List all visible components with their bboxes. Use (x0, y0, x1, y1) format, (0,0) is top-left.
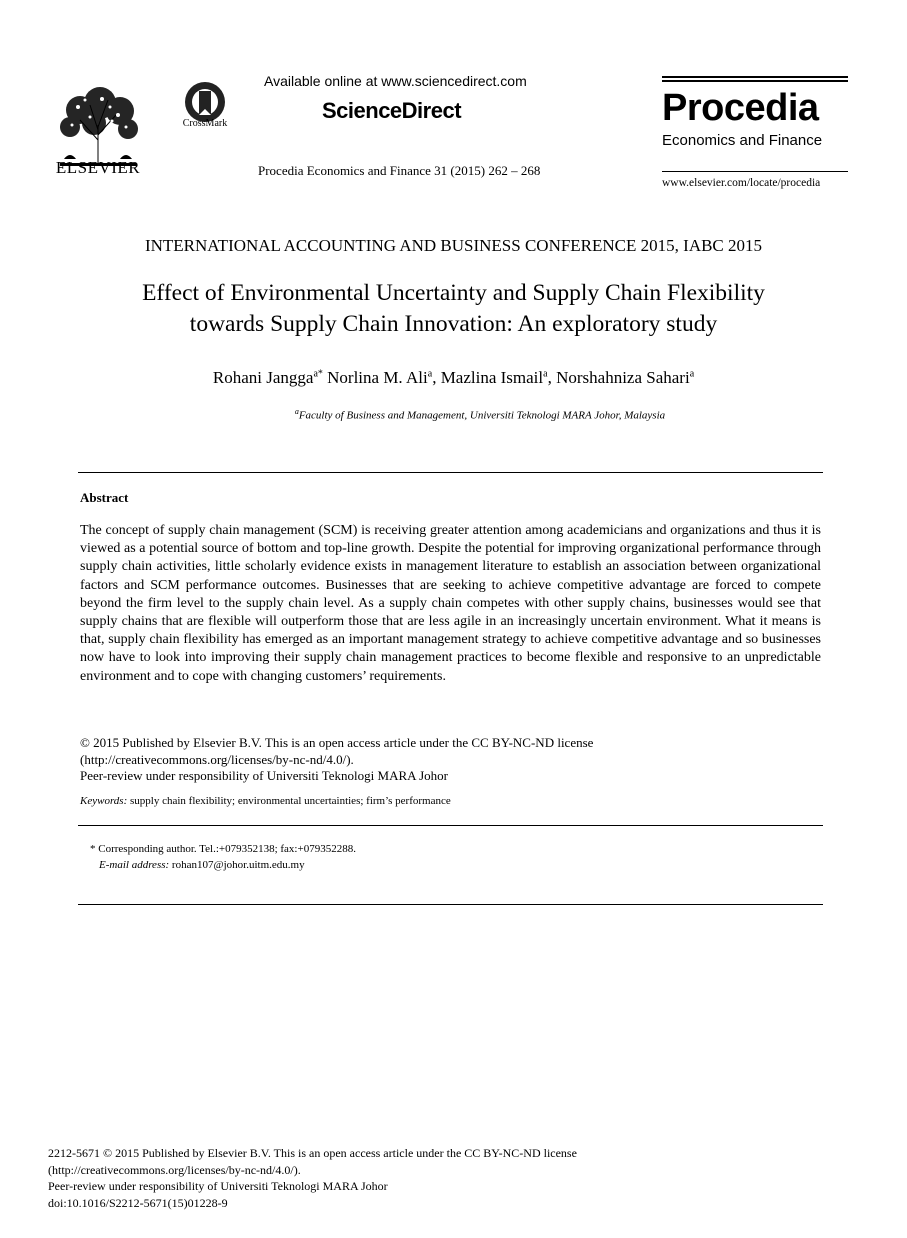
title-line-2: towards Supply Chain Innovation: An exploratory study (189, 311, 718, 337)
crossmark-label: CrossMark (182, 118, 228, 129)
author-name: , Norshahniza Sahari (547, 368, 690, 387)
conference-name: INTERNATIONAL ACCOUNTING AND BUSINESS CONFERENCE 2015, IABC 2015 (144, 236, 763, 255)
abstract-text: The concept of supply chain management (SCM) is receiving greater attention among academicians and organizations and thus it is viewed as a potential source of bottom and top-line growth. Despite the potential for improving organizational performance through supply chain activities, little scholarly evidence exists in management literature to establish an association between organizational factors and SCM performance outcomes. Businesses that are seeking to achieve competitive advantage are forced to compete beyond the firm level to the supply chain level. As a supply chain competes with other supply chains, businesses would see that supply chains that are flexible will outperform those that are less agile in an increasingly uncertain environment. What it means is that, supply chain flexibility has emerged as an important management strategy to achieve competitive advantage and so businesses now have to look into improving their supply chain management practices to become flexible and responsive to an unpredictable environment and to cope with changing customers’ requirements. (80, 523, 821, 684)
author-name: Rohani Jangga (212, 368, 314, 387)
author-name: , Mazlina Ismail (432, 368, 544, 387)
divider-top (78, 472, 823, 473)
footer-doi[interactable]: doi:10.1016/S2212-5671(15)01228-9 (48, 1195, 228, 1210)
masthead-rule (662, 76, 848, 78)
peer-review-note: Peer-review under responsibility of Universiti Teknologi MARA Johor (80, 768, 448, 783)
masthead-rule (662, 80, 848, 82)
procedia-subtitle: Economics and Finance (662, 132, 823, 149)
copyright-line: © 2015 Published by Elsevier B.V. This is an open access article under the CC BY-NC-ND license (80, 735, 594, 750)
journal-citation: Procedia Economics and Finance 31 (2015) 262 – 268 (258, 163, 541, 178)
procedia-title: Procedia (662, 87, 819, 129)
email-line (90, 857, 356, 873)
email-label: E-mail address: (99, 859, 170, 871)
corresponding-author (90, 841, 356, 873)
corresponding-contact: * Corresponding author. Tel.:+079352138; fax:+079352288. (90, 843, 356, 855)
footer-license-link[interactable]: (http://creativecommons.org/licenses/by-nc-nd/4.0/). (48, 1162, 301, 1177)
keywords-list: supply chain flexibility; environmental uncertainties; firm’s performance (127, 795, 451, 807)
affiliation (0, 407, 907, 422)
paper-title (60, 278, 847, 340)
available-online-link[interactable]: Available online at www.sciencedirect.com (264, 73, 527, 89)
author-list (0, 368, 907, 388)
author-affil-mark: a (689, 368, 695, 380)
publisher-name: ELSEVIER (55, 158, 141, 177)
keywords (80, 795, 451, 807)
sciencedirect-wordmark: ScienceDirect (322, 98, 462, 123)
license-link[interactable]: (http://creativecommons.org/licenses/by-nc-nd/4.0/). (80, 751, 354, 767)
author-affil-mark: a (543, 368, 548, 380)
procedia-masthead (662, 76, 848, 149)
copyright-block (80, 735, 821, 785)
affiliation-text: Faculty of Business and Management, Universiti Teknologi MARA Johor, Malaysia (298, 409, 666, 422)
author-affil-mark: a* (313, 368, 323, 380)
footer-peer-review: Peer-review under responsibility of Universiti Teknologi MARA Johor (48, 1179, 388, 1193)
masthead-bottom-rule (662, 171, 848, 172)
title-line-1: Effect of Environmental Uncertainty and Supply Chain Flexibility (142, 280, 765, 306)
divider-bottom (78, 904, 823, 905)
abstract-heading: Abstract (80, 490, 129, 505)
procedia-url-link[interactable]: www.elsevier.com/locate/procedia (662, 177, 821, 189)
author-name: Norlina M. Ali (322, 368, 428, 387)
author-affil-mark: a (427, 368, 433, 380)
page-footer (48, 1145, 577, 1211)
keywords-label: Keywords: (80, 795, 128, 807)
divider-middle (78, 825, 823, 826)
affiliation-mark: a (294, 407, 299, 416)
footer-issn-line: 2212-5671 © 2015 Published by Elsevier B.V. This is an open access article under the CC BY-NC-ND license (48, 1146, 577, 1160)
email-address[interactable]: rohan107@johor.uitm.edu.my (169, 859, 305, 871)
